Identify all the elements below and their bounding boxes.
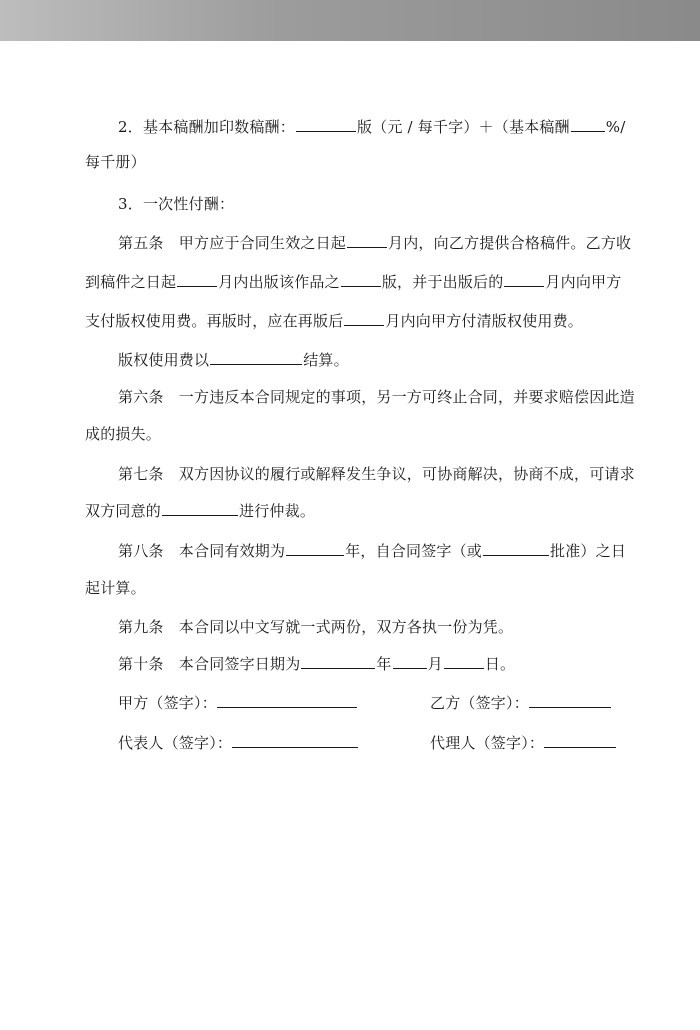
blank (483, 541, 549, 556)
article-10-text-d: 日。 (484, 655, 516, 673)
article-5-line-1 (118, 233, 631, 253)
article-5-text-e: 版，并于出版后的 (381, 273, 504, 291)
item-3-text: 3．一次性付酬： (118, 195, 235, 213)
blank (162, 501, 238, 516)
item-2-text-a: 2．基本稿酬加印数稿酬： (118, 118, 295, 136)
item-3-line (118, 194, 234, 214)
article-5-text-d: 月内出版该作品之 (218, 273, 340, 291)
article-8-line-2 (85, 578, 146, 598)
party-a-signature-line (217, 693, 357, 708)
article-7-text-a: 第七条 双方因协议的履行或解释发生争议，可协商解决，协商不成，可请求 (118, 465, 635, 483)
article-9-text: 第九条 本合同以中文写就一式两份，双方各执一份为凭。 (118, 618, 514, 636)
blank (177, 272, 217, 287)
article-7-line-2 (85, 501, 315, 521)
article-6-text-a: 第六条 一方违反本合同规定的事项，另一方可终止合同，并要求赔偿因此造 (118, 388, 635, 406)
article-10-text-c: 月 (427, 655, 443, 673)
party-a-label: 甲方（签字）： (118, 694, 217, 712)
article-8-text-c: 批准）之日 (550, 542, 627, 560)
blank (286, 541, 344, 556)
article-5-text-g: 支付版权使用费。再版时，应在再版后 (85, 312, 344, 330)
blank (393, 654, 427, 669)
signature-party-b (430, 693, 611, 713)
representative-label: 代表人（签字）： (118, 734, 233, 752)
article-5-line-2 (85, 272, 621, 292)
article-8-text-d: 起计算。 (85, 579, 146, 597)
article-7-text-c: 进行仲裁。 (239, 502, 316, 520)
article-10-line (118, 654, 515, 674)
blank (341, 272, 381, 287)
representative-signature-line (232, 733, 358, 748)
party-b-label: 乙方（签字）： (430, 694, 529, 712)
article-5-text-b: 月内，向乙方提供合格稿件。乙方收 (388, 234, 632, 252)
article-6-text-b: 成的损失。 (85, 425, 162, 443)
blank (504, 272, 544, 287)
settlement-text-b: 结算。 (303, 351, 349, 369)
party-b-signature-line (529, 693, 611, 708)
article-8-text-a: 第八条 本合同有效期为 (118, 542, 286, 560)
article-5-text-c: 到稿件之日起 (85, 273, 177, 291)
article-7-line-1 (118, 464, 635, 484)
blank (444, 654, 484, 669)
article-8-line-1 (118, 541, 626, 561)
signature-representative (118, 733, 358, 753)
blank (296, 117, 356, 132)
article-5-text-h: 月内向甲方付清版权使用费。 (385, 312, 584, 330)
article-10-text-a: 第十条 本合同签字日期为 (118, 655, 301, 673)
article-6-line-1 (118, 387, 635, 407)
agent-signature-line (544, 733, 616, 748)
blank (210, 350, 302, 365)
blank (344, 311, 384, 326)
article-5-text-a: 第五条 甲方应于合同生效之日起 (118, 234, 347, 252)
agent-label: 代理人（签字）： (430, 734, 545, 752)
article-9-line (118, 617, 513, 637)
settlement-line (118, 350, 349, 370)
item-2-text-c: %/ (605, 118, 626, 136)
item-2-text-b: 版（元 / 每千字）＋（基本稿酬 (356, 118, 570, 136)
item-2-text-d: 每千册） (85, 153, 146, 171)
article-7-text-b: 双方同意的 (85, 502, 162, 520)
item-2-line-1 (118, 117, 625, 137)
article-5-line-3 (85, 311, 583, 331)
article-8-text-b: 年，自合同签字（或 (345, 542, 483, 560)
item-2-line-2 (85, 152, 146, 172)
signature-party-a (118, 693, 357, 713)
article-5-text-f: 月内向甲方 (545, 273, 622, 291)
article-6-line-2 (85, 424, 161, 444)
settlement-text-a: 版权使用费以 (118, 351, 210, 369)
article-10-text-b: 年 (376, 655, 392, 673)
blank (571, 117, 605, 132)
blank (347, 233, 387, 248)
signature-agent (430, 733, 616, 753)
blank (301, 654, 375, 669)
